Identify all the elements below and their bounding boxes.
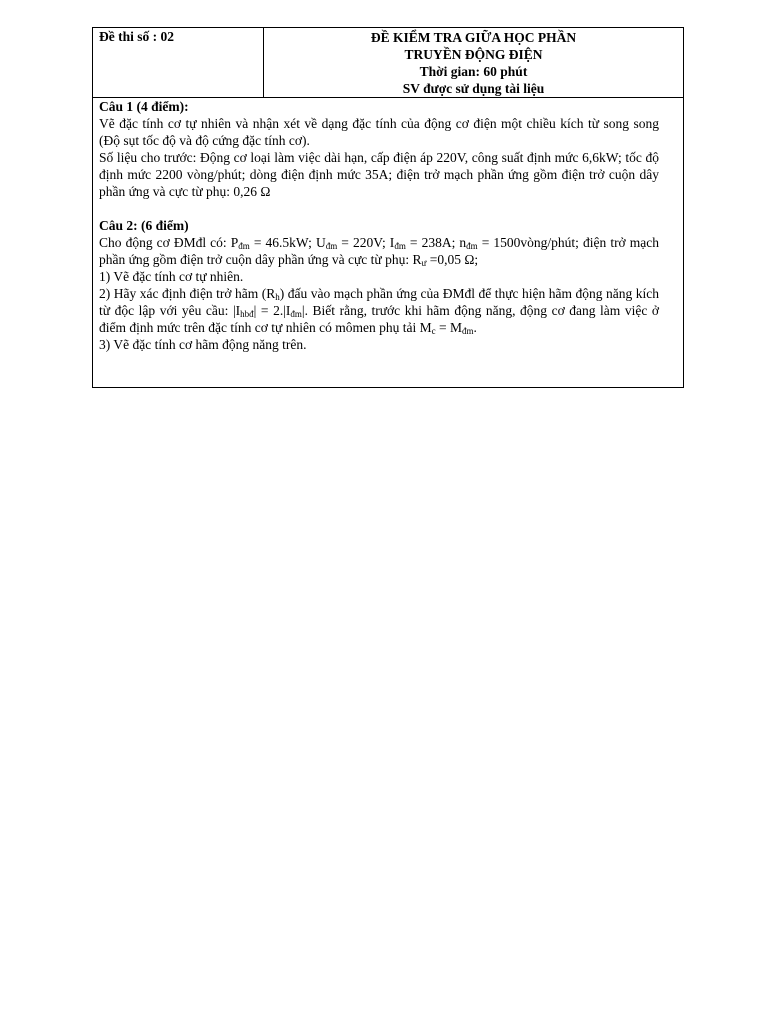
- question-2-item-1: 1) Vẽ đặc tính cơ tự nhiên.: [99, 269, 244, 284]
- question-2-item-3: 3) Vẽ đặc tính cơ hãm động năng trên.: [99, 337, 307, 352]
- exam-note: SV được sử dụng tài liệu: [402, 81, 545, 96]
- question-2-item-2: 2) Hãy xác định điện trở hãm $(R_h)$ đấu vào mạch phần ứng của ĐMđl để thực hiện hãm động năng kích từ độc lập với yêu cầu: $|I_{hbđ}| = 2.|I_{đm}|$. Biết rằng, trước khi hãm động năng, động cơ đang làm việc ở điểm định mức trên đặc tính cơ tự nhiên có mômen phụ tải $M_c = M_{đm}$.: [99, 286, 659, 336]
- exam-table: [92, 27, 684, 388]
- exam-number: Đề thi số : 02: [93, 28, 264, 97]
- exam-header-row: [93, 28, 683, 98]
- question-1-text: Vẽ đặc tính cơ tự nhiên và nhận xét về dạng đặc tính của động cơ điện một chiều kích từ song song (Độ sụt tốc độ và độ cứng đặc tính cơ).: [99, 116, 659, 148]
- question-2-given: Cho động cơ ĐMđl có: $P_{đm} = 46.5kW$; $U_{đm} = 220V$; $I_{đm} = 238A$; $n_{đm}$ = 1500vòng/phút; điện trở mạch phần ứng gồm điện trở cuộn dây phần ứng và cực từ phụ: $R_ư =0,05$ Ω;: [99, 235, 660, 268]
- course-name: TRUYỀN ĐỘNG ĐIỆN: [404, 47, 543, 62]
- question-1-data: Số liệu cho trước: Động cơ loại làm việc dài hạn, cấp điện áp 220V, công suất định mức 6,6kW; tốc độ định mức 2200 vòng/phút; dòng điện định mức 35A; điện trở mạch phần ứng gồm điện trở cuộn dây phần ứng và cực từ phụ: 0,26 Ω: [99, 150, 659, 199]
- question-2-title: Câu 2: (6 điểm): [99, 218, 189, 233]
- exam-title-block: [264, 28, 683, 97]
- exam-questions: [93, 98, 683, 387]
- exam-title: ĐỀ KIỂM TRA GIỮA HỌC PHẦN: [370, 30, 577, 45]
- exam-time: Thời gian: 60 phút: [419, 64, 528, 79]
- question-1-title: Câu 1 (4 điểm):: [99, 99, 189, 114]
